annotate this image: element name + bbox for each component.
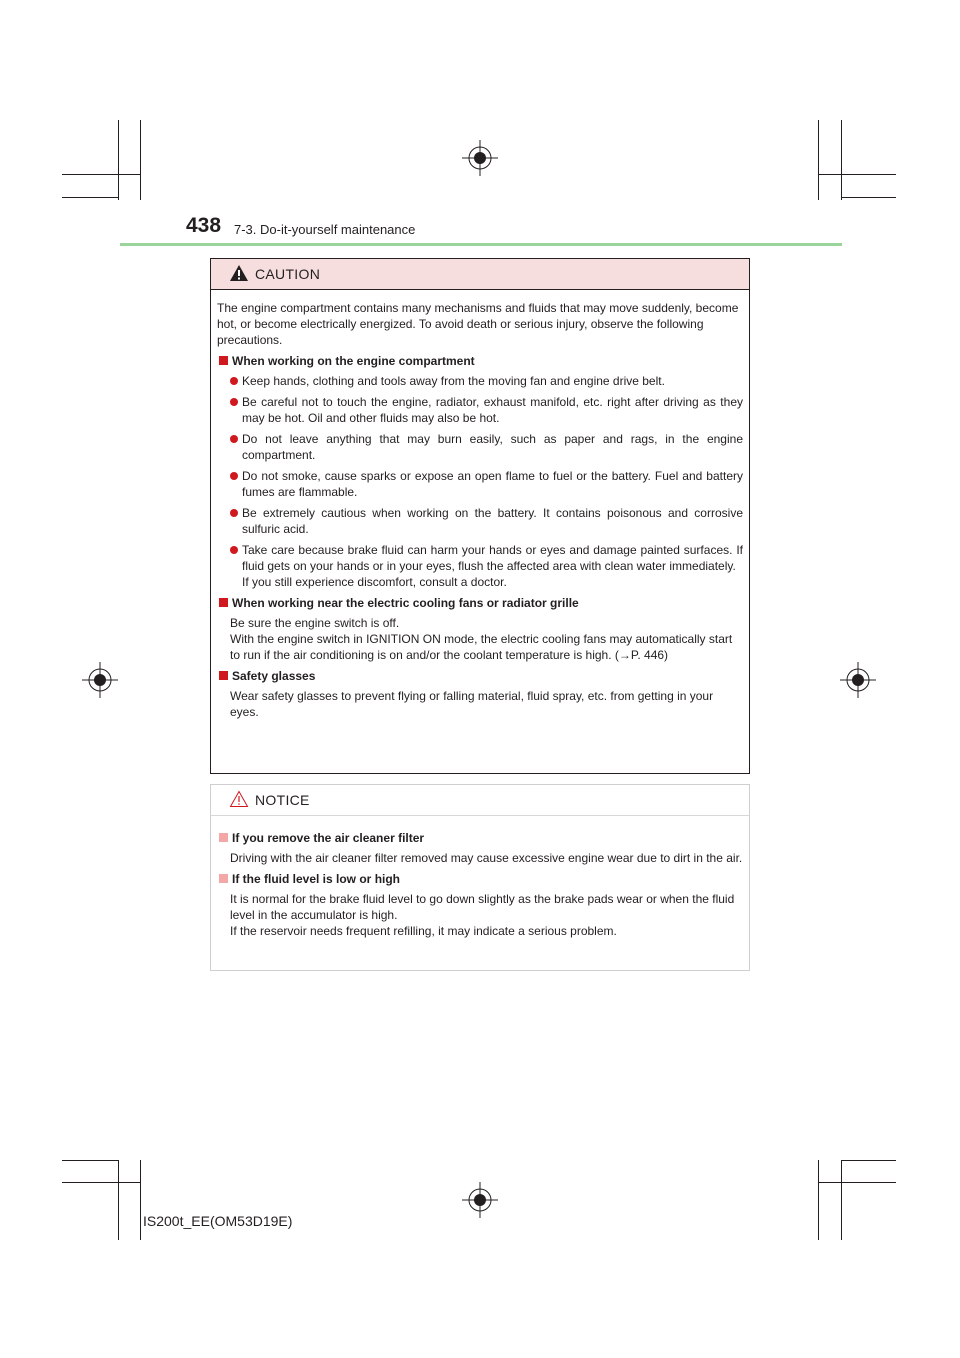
crop-mark [841,1160,896,1161]
registration-mark-icon [840,662,876,698]
crop-mark [818,174,896,175]
crop-mark [62,1160,118,1161]
list-item: Be extremely cautious when working on the battery. It contains poisonous and corrosive sulfuric acid. [217,505,743,537]
notice-content [211,816,749,939]
crop-mark [841,120,842,200]
crop-mark [140,120,141,200]
paragraph: Wear safety glasses to prevent flying or falling material, fluid spray, etc. from getting in your eyes. [230,689,714,719]
square-bullet-icon [219,598,228,607]
section-title: 7-3. Do-it-yourself maintenance [234,222,416,237]
section-heading: Safety glasses [217,668,743,684]
caution-header [211,259,749,290]
bullet-icon [230,398,238,406]
bullet-icon [230,546,238,554]
square-bullet-icon [219,874,228,883]
bullet-icon [230,377,238,385]
paragraph: It is normal for the brake fluid level to go down slightly as the brake pads wear or when the fluid level in the accumulator is high. [230,892,735,922]
bullet-icon [230,435,238,443]
paragraph: Driving with the air cleaner filter removed may cause excessive engine wear due to dirt in the air. [230,851,743,865]
crop-mark [62,197,118,198]
paragraph: Be sure the engine switch is off. [230,616,400,630]
crop-mark [841,197,896,198]
document-code: IS200t_EE(OM53D19E) [143,1213,293,1229]
header-rule [120,243,842,246]
registration-mark-icon [82,662,118,698]
section-heading: When working near the electric cooling fans or radiator grille [217,595,743,611]
crop-mark [118,120,119,200]
square-bullet-icon [219,833,228,842]
list-item: Keep hands, clothing and tools away from the moving fan and engine drive belt. [217,373,743,389]
crop-mark [818,1160,819,1240]
crop-mark [140,1160,141,1240]
page-number: 438 [186,214,222,237]
square-bullet-icon [219,356,228,365]
crop-mark [62,174,140,175]
crop-mark [62,1182,140,1183]
caution-box [210,258,750,774]
registration-mark-icon [462,140,498,176]
paragraph: With the engine switch in IGNITION ON mode, the electric cooling fans may automatically start to run if the air conditioning is on and/or the coolant temperature is high. (→P. 446) [230,632,733,662]
section-heading: If you remove the air cleaner filter [217,830,743,846]
crop-mark [118,1160,119,1240]
warning-triangle-icon [229,264,249,282]
square-bullet-icon [219,671,228,680]
notice-header [211,785,749,816]
crop-mark [818,120,819,200]
list-item: Be careful not to touch the engine, radiator, exhaust manifold, etc. right after driving as they may be hot. Oil and other fluids may also be hot. [217,394,743,426]
notice-box [210,784,750,971]
crop-mark [818,1182,896,1183]
caution-intro: The engine compartment contains many mechanisms and fluids that may move suddenly, become hot, or become electrically energized. To avoid death or serious injury, observe the following precautions. [217,301,739,347]
registration-mark-icon [462,1182,498,1218]
caution-title: CAUTION [255,266,321,282]
notice-title: NOTICE [255,792,310,808]
bullet-followup: If you still experience discomfort, consult a doctor. [242,575,507,589]
list-item: Do not leave anything that may burn easily, such as paper and rags, in the engine compartment. [217,431,743,463]
section-heading: When working on the engine compartment [217,353,743,369]
caution-content [211,290,749,720]
warning-triangle-icon [229,790,249,808]
bullet-icon [230,472,238,480]
list-item: Do not smoke, cause sparks or expose an open flame to fuel or the battery. Fuel and battery fumes are flammable. [217,468,743,500]
list-item: Take care because brake fluid can harm your hands or eyes and damage painted surfaces. If fluid gets on your hands or in your eyes, flush the affected area with clean water immediately. [217,542,743,574]
paragraph: If the reservoir needs frequent refilling, it may indicate a serious problem. [230,924,617,938]
section-heading: If the fluid level is low or high [217,871,743,887]
crop-mark [841,1160,842,1240]
bullet-icon [230,509,238,517]
